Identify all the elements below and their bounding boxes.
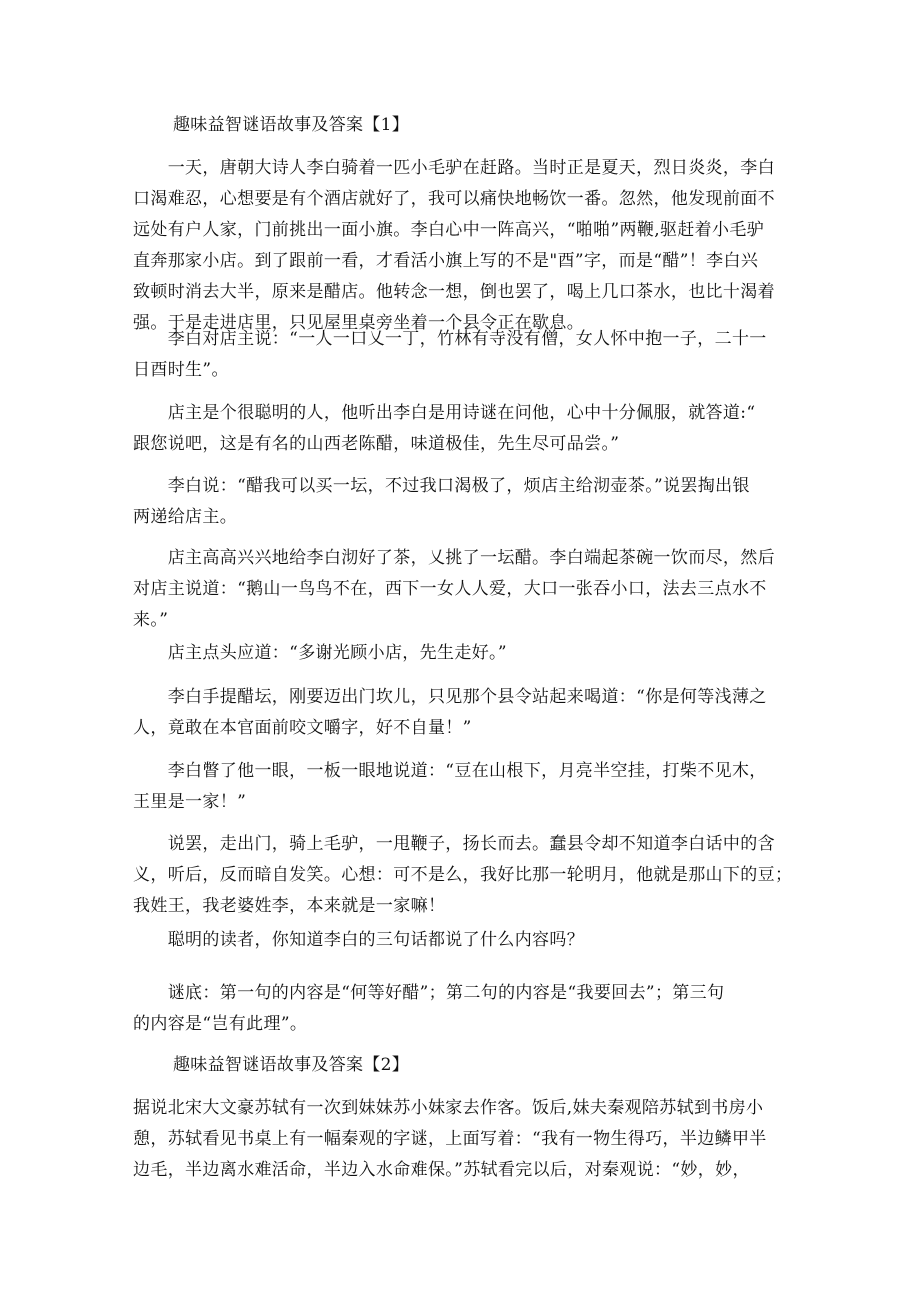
text-line: 的内容是“岂有此理”。 — [133, 1014, 308, 1034]
paragraph — [133, 829, 793, 922]
text-line: 口渴难忍，心想要是有个酒店就好了，我可以痛快地畅饮一番。忽然，他发现前面不 — [133, 189, 775, 209]
text-line: 对店主说道：“鹅山一鸟鸟不在，西下一女人人爱，大口一张吞小口，法去三点水不 — [133, 579, 767, 599]
paragraph — [133, 471, 785, 533]
paragraph — [133, 978, 785, 1040]
text-line: 李白对店主说：“一人一口乂一丁，竹林有寺没有僧，女人怀中抱一子，二十一 — [133, 329, 767, 349]
text-line: 义，听后，反而暗自发笑。心想：可不是么，我好比那一轮明月，他就是那山下的豆； — [133, 865, 793, 885]
paragraph — [133, 638, 785, 669]
text-line: 直奔那家小店。到了跟前一看，才看活小旗上写的不是"酉”字，而是“醋”！李白兴 — [133, 251, 759, 271]
text-line: 憩，苏轼看见书桌上有一幅秦观的字谜，上面写着：“我有一物生得巧，半边鳞甲半 — [133, 1129, 767, 1149]
paragraph — [133, 925, 785, 956]
text-line: 聪明的读者，你知道李白的三句话都说了什么内容吗？ — [133, 930, 585, 950]
section-1-heading: 趣味益智谜语故事及答案【1】 — [173, 115, 410, 135]
paragraph — [133, 756, 785, 818]
paragraph — [133, 324, 785, 386]
text-line: 跟您说吧，这是有名的山西老陈醋，味道极佳，先生尽可品尝。” — [133, 434, 620, 454]
text-line: 人，竟敢在本官面前咬文嚼字，好不自量！” — [133, 718, 472, 738]
text-line: 店主是个很聪明的人，他听出李白是用诗谜在问他，心中十分佩服，就答道:“ — [133, 403, 756, 423]
text-line: 强。于是走进店里，只见屋里桌旁坐着一个县令正在歇息。 — [133, 313, 585, 333]
text-line: 王里是一家！” — [133, 792, 247, 812]
text-line: 李白瞥了他一眼，一板一眼地说道：“豆在山根下，月亮半空挂，打柴不见木， — [133, 761, 767, 781]
paragraph — [133, 543, 785, 636]
paragraph — [133, 1093, 785, 1186]
paragraph — [133, 153, 785, 339]
paragraph — [133, 682, 785, 744]
text-line: 两递给店主。 — [133, 507, 238, 527]
text-line: 店主点头应道：“多谢光顾小店，先生走好。” — [133, 643, 507, 663]
text-line: 致顿时消去大半，原来是醋店。他转念一想，倒也罢了，喝上几口茶水，也比十渴着 — [133, 282, 775, 302]
text-line: 据说北宋大文豪苏轼有一次到妹妹苏小妹家去作客。饭后,妹夫秦观陪苏轼到书房小 — [133, 1098, 764, 1118]
text-line: 来。” — [133, 610, 169, 630]
text-line: 边毛，半边离水难活命，半边入水命难保。”苏轼看完以后，对秦观说：“妙，妙， — [133, 1160, 750, 1180]
text-line: 说罢，走出门，骑上毛驴，一甩鞭子，扬长而去。蠢县令却不知道李白话中的含 — [133, 834, 775, 854]
text-line: 谜底：第一句的内容是“何等好醋”；第二句的内容是“我要回去”；第三句 — [133, 983, 725, 1003]
text-line: 日酉时生”。 — [133, 360, 229, 380]
section-2-heading: 趣味益智谜语故事及答案【2】 — [173, 1055, 410, 1075]
text-line: 李白手提醋坛，刚要迈出门坎儿，只见那个县令站起来喝道：“你是何等浅薄之 — [133, 687, 767, 707]
text-line: 一天，唐朝大诗人李白骑着一匹小毛驴在赶路。当时正是夏天，烈日炎炎，李白 — [133, 158, 775, 178]
text-line: 李白说：“醋我可以买一坛，不过我口渴极了，烦店主给沏壶茶。”说罢掏出银 — [133, 476, 750, 496]
paragraph — [133, 398, 785, 460]
text-line: 我姓王，我老婆姓李，本来就是一家嘛！ — [133, 896, 446, 916]
text-line: 远处有户人家，门前挑出一面小旗。李白心中一阵高兴，“啪啪”两鞭,驱赶着小毛驴 — [133, 220, 765, 240]
text-line: 店主高高兴兴地给李白沏好了茶，乂挑了一坛醋。李白端起茶碗一饮而尽，然后 — [133, 548, 775, 568]
